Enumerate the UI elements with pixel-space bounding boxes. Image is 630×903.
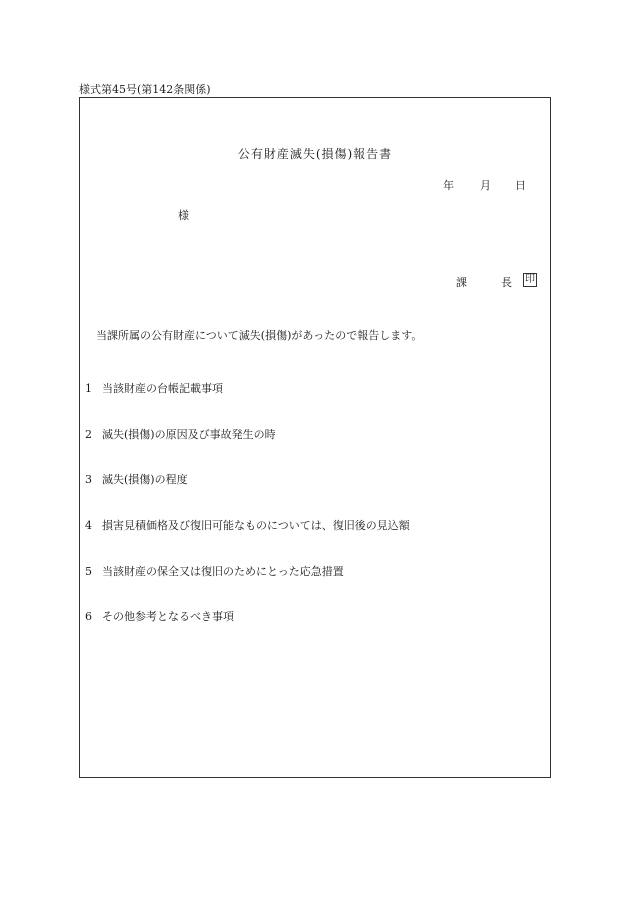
item-text: 滅失(損傷)の原因及び事故発生の時 — [102, 428, 276, 441]
item-number: 2 — [85, 428, 92, 441]
chief-label: 長 — [501, 276, 512, 289]
item-text: 滅失(損傷)の程度 — [102, 473, 188, 486]
list-item — [85, 471, 188, 487]
form-number: 様式第45号(第142条関係) — [79, 83, 211, 96]
item-number: 1 — [85, 382, 92, 395]
item-number: 5 — [85, 565, 92, 578]
date-year-label: 年 — [443, 179, 454, 192]
date-month-label: 月 — [480, 179, 491, 192]
list-item — [85, 380, 223, 396]
list-item — [85, 426, 276, 442]
addressee-suffix: 様 — [178, 209, 189, 222]
item-text: 当該財産の台帳記載事項 — [102, 382, 223, 395]
document-title: 公有財産滅失(損傷)報告書 — [237, 147, 393, 161]
intro-text: 当課所属の公有財産について滅失(損傷)があったので報告します。 — [96, 329, 423, 342]
date-day-label: 日 — [515, 179, 526, 192]
item-number: 6 — [85, 610, 92, 623]
list-item — [85, 517, 410, 533]
item-text: 損害見積価格及び復旧可能なものについては、復旧後の見込額 — [102, 519, 410, 532]
list-item — [85, 563, 344, 579]
list-item — [85, 608, 234, 624]
seal-box: 印 — [525, 274, 535, 285]
report-form-frame — [79, 97, 551, 778]
item-text: その他参考となるべき事項 — [102, 610, 234, 623]
item-number: 4 — [85, 519, 92, 532]
item-text: 当該財産の保全又は復旧のためにとった応急措置 — [102, 565, 344, 578]
section-label: 課 — [456, 276, 467, 289]
item-number: 3 — [85, 473, 92, 486]
